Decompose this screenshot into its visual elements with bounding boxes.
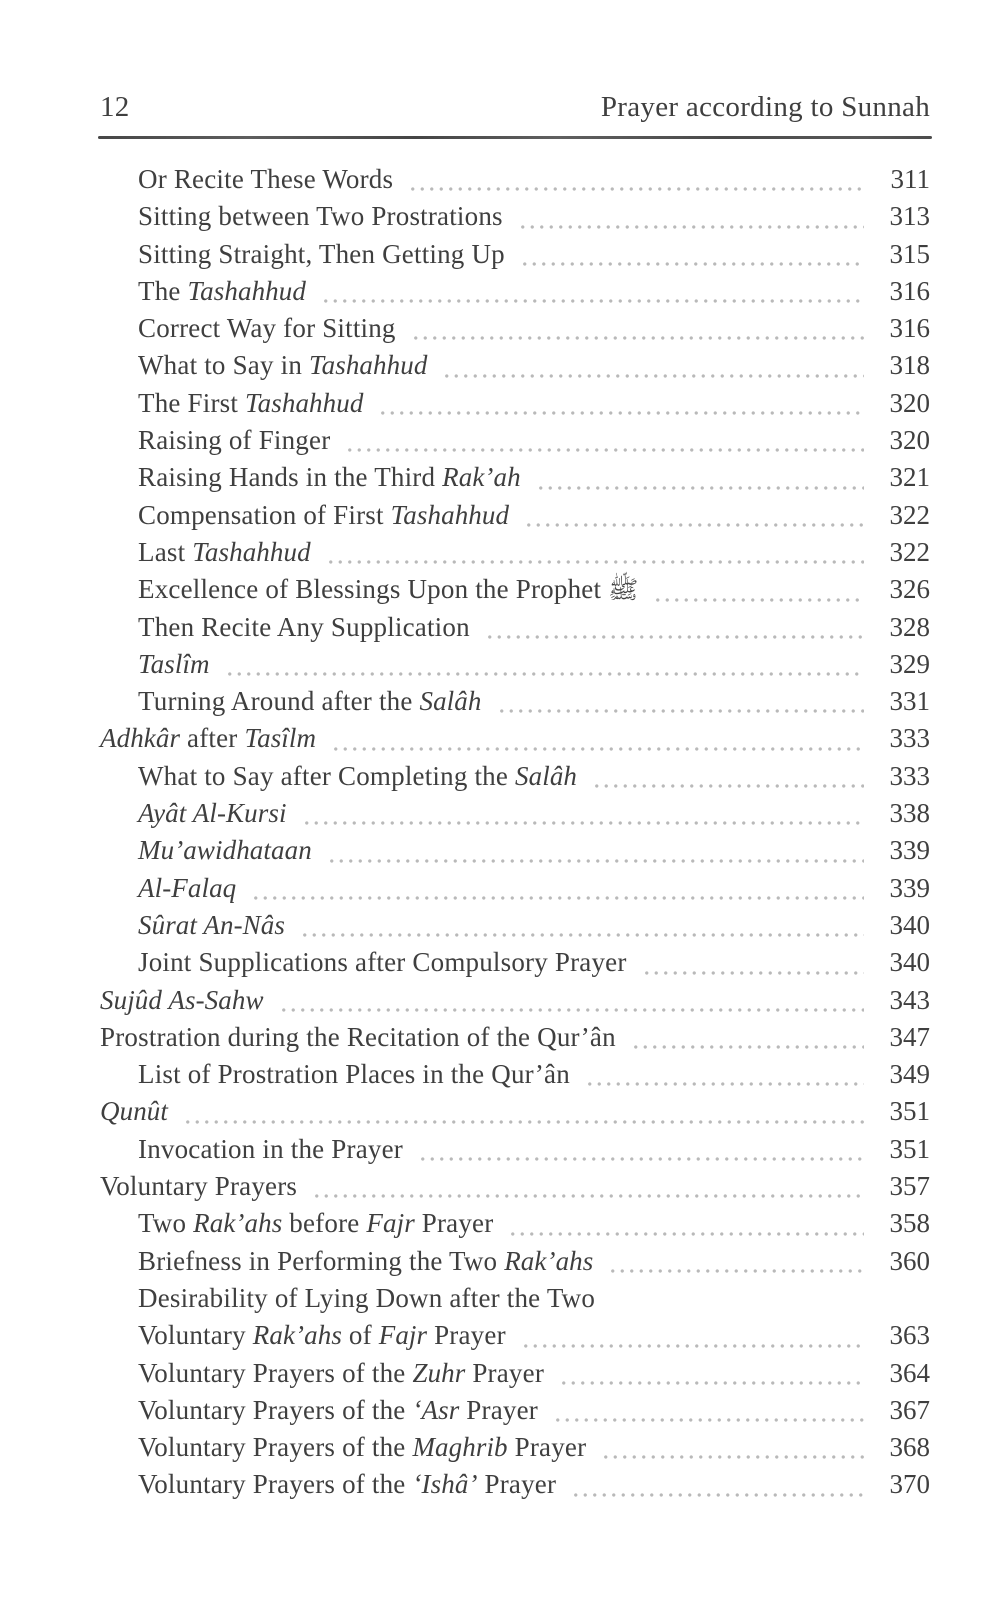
- toc-row: [100, 236, 930, 273]
- page-number: 358: [889, 1208, 930, 1239]
- dot-leader: [183, 1118, 864, 1124]
- dot-leader: [321, 297, 864, 303]
- page-number: 333: [889, 723, 930, 754]
- toc-entry-text: Adhkâr after Tasîlm: [100, 723, 317, 754]
- dot-leader: [485, 633, 864, 639]
- toc-row: [100, 310, 930, 347]
- dot-leader: [521, 1342, 864, 1348]
- toc-row: [100, 161, 930, 198]
- dot-leader: [592, 782, 864, 788]
- dot-leader: [326, 558, 864, 564]
- page-number: 316: [889, 275, 930, 306]
- dot-leader: [251, 894, 864, 900]
- page-number: 343: [889, 984, 930, 1015]
- dot-leader: [553, 1416, 864, 1422]
- toc-entry-text: Voluntary Prayers of the ‘Asr Prayer: [138, 1394, 538, 1425]
- toc-row: [100, 422, 930, 459]
- page-number: 367: [889, 1394, 930, 1425]
- page-number: 320: [889, 425, 930, 456]
- dot-leader: [508, 1230, 864, 1236]
- page-number: 357: [889, 1171, 930, 1202]
- toc-entry-text: Correct Way for Sitting: [138, 313, 396, 344]
- page-number: 339: [889, 872, 930, 903]
- running-title: Prayer according to Sunnah: [600, 91, 930, 123]
- toc-entry-text: Sujûd As-Sahw: [100, 984, 264, 1015]
- toc-row: [100, 982, 930, 1019]
- toc-entry-text: Voluntary Rak’ahs of Fajr Prayer: [138, 1320, 506, 1351]
- toc-entry-text: Sitting Straight, Then Getting Up: [138, 238, 505, 269]
- page-number-folio: 12: [100, 91, 130, 123]
- toc-entry-text: Excellence of Blessings Upon the Prophet ﷺ: [138, 574, 639, 605]
- page-number: 370: [889, 1469, 930, 1500]
- toc-entry-text: Or Recite These Words: [138, 164, 394, 194]
- toc-row: [100, 1466, 930, 1503]
- page-number: 322: [889, 499, 930, 530]
- page-number: 333: [889, 760, 930, 791]
- page-number: 364: [889, 1357, 930, 1388]
- toc-entry-text: List of Prostration Places in the Qur’ân: [138, 1059, 570, 1090]
- toc-row: [100, 907, 930, 944]
- toc-entry-text: Mu’awidhataan: [138, 835, 312, 866]
- page-number: 351: [889, 1133, 930, 1164]
- dot-leader: [331, 745, 864, 751]
- dot-leader: [524, 521, 864, 527]
- toc-entry-text: The Tashahhud: [138, 275, 306, 306]
- dot-leader: [279, 1006, 864, 1012]
- toc-row: [100, 1093, 930, 1130]
- page-number: 340: [889, 909, 930, 940]
- toc-row: [100, 497, 930, 534]
- toc-row: [100, 758, 930, 795]
- toc-entry-text: Briefness in Performing the Two Rak’ahs: [138, 1245, 594, 1276]
- toc-row: [100, 459, 930, 496]
- toc-row: [100, 1429, 930, 1466]
- toc-row: [100, 1056, 930, 1093]
- dot-leader: [327, 857, 864, 863]
- page-number: 326: [889, 574, 930, 605]
- dot-leader: [497, 707, 865, 713]
- toc-row: [100, 1392, 930, 1429]
- dot-leader: [559, 1379, 864, 1385]
- dot-leader: [411, 334, 864, 340]
- page-number: 360: [889, 1245, 930, 1276]
- dot-leader: [312, 1192, 864, 1198]
- toc-row: [100, 571, 930, 608]
- toc-row: [100, 198, 930, 235]
- toc-entry-text: Voluntary Prayers of the Maghrib Prayer: [138, 1432, 587, 1463]
- toc-entry-text: Invocation in the Prayer: [138, 1133, 403, 1164]
- page-header: [100, 90, 930, 124]
- toc-entry-text: What to Say after Completing the Salâh: [138, 760, 578, 791]
- dot-leader: [571, 1491, 864, 1497]
- dot-leader: [408, 185, 864, 191]
- page-number: 318: [889, 350, 930, 381]
- toc-row: [100, 347, 930, 384]
- toc-entry-text: Last Tashahhud: [138, 536, 311, 567]
- toc-row: [100, 1019, 930, 1056]
- page-number: 321: [889, 462, 930, 493]
- page-number: 349: [889, 1059, 930, 1090]
- toc-entry-text: Al-Falaq: [138, 872, 237, 903]
- toc-entry-text: Prostration during the Recitation of the Qur’ân: [100, 1021, 616, 1052]
- page-number: 322: [889, 536, 930, 567]
- page-number: 320: [889, 387, 930, 418]
- dot-leader: [442, 372, 864, 378]
- toc-entry-text: Raising of Finger: [138, 425, 331, 456]
- dot-leader: [642, 969, 864, 975]
- dot-leader: [518, 223, 864, 229]
- page-number: 339: [889, 835, 930, 866]
- page-number: 313: [889, 201, 930, 232]
- page-number: 338: [889, 798, 930, 829]
- toc-entry-text: Then Recite Any Supplication: [138, 611, 470, 642]
- toc: [100, 161, 930, 1504]
- toc-row: [100, 609, 930, 646]
- toc-row: [100, 1243, 930, 1280]
- toc-entry-text: Taslîm: [138, 648, 210, 679]
- toc-row: [100, 944, 930, 981]
- toc-entry-text: Compensation of First Tashahhud: [138, 499, 510, 530]
- toc-entry-text: Voluntary Prayers of the ‘Ishâ’ Prayer: [138, 1469, 557, 1500]
- toc-entry-text: Turning Around after the Salâh: [138, 686, 482, 717]
- toc-row: [100, 385, 930, 422]
- dot-leader: [225, 670, 864, 676]
- header-rule: [98, 136, 932, 139]
- toc-entry-text: Joint Supplications after Compulsory Prayer: [138, 947, 627, 978]
- toc-row: [100, 832, 930, 869]
- pbuh-symbol: ﷺ: [608, 575, 639, 605]
- toc-entry-text: Voluntary Prayers of the Zuhr Prayer: [138, 1357, 545, 1388]
- toc-entry-text: What to Say in Tashahhud: [138, 350, 428, 381]
- toc-entry-text: Qunût: [100, 1096, 168, 1127]
- dot-leader: [601, 1453, 864, 1459]
- dot-leader: [585, 1080, 864, 1086]
- toc-row: [100, 1355, 930, 1392]
- page-number: 351: [889, 1096, 930, 1127]
- dot-leader: [608, 1267, 864, 1273]
- page-number: 347: [889, 1021, 930, 1052]
- toc-entry-text: Voluntary Prayers: [100, 1171, 298, 1202]
- dot-leader: [302, 819, 864, 825]
- page-number: 328: [889, 611, 930, 642]
- page-number: 363: [889, 1320, 930, 1351]
- dot-leader: [631, 1043, 864, 1049]
- toc-row: [100, 683, 930, 720]
- toc-entry-text: Two Rak’ahs before Fajr Prayer: [138, 1208, 494, 1239]
- toc-row: [100, 1205, 930, 1242]
- dot-leader: [653, 596, 864, 602]
- toc-row: [100, 720, 930, 757]
- toc-entry-text: Sûrat An-Nâs: [138, 909, 285, 940]
- page-number: 368: [889, 1432, 930, 1463]
- dot-leader: [345, 446, 864, 452]
- toc-entry-text: Ayât Al-Kursi: [138, 798, 287, 829]
- dot-leader: [536, 484, 864, 490]
- toc-row: [100, 795, 930, 832]
- page-number: 316: [889, 313, 930, 344]
- dot-leader: [520, 260, 864, 266]
- page-number: 331: [889, 686, 930, 717]
- toc-entry-text: Desirability of Lying Down after the Two: [138, 1282, 596, 1313]
- toc-row: [100, 1168, 930, 1205]
- toc-row: [100, 534, 930, 571]
- toc-row: [100, 1280, 930, 1317]
- toc-entry-text: Sitting between Two Prostrations: [138, 201, 503, 232]
- page-number: 329: [889, 648, 930, 679]
- page-number: 311: [890, 164, 930, 194]
- toc-entry-text: Raising Hands in the Third Rak’ah: [138, 462, 521, 493]
- dot-leader: [378, 409, 864, 415]
- dot-leader: [418, 1155, 864, 1161]
- page-number: 315: [889, 238, 930, 269]
- dot-leader: [300, 931, 864, 937]
- toc-entry-text: The First Tashahhud: [138, 387, 364, 418]
- toc-row: [100, 646, 930, 683]
- toc-row: [100, 1317, 930, 1354]
- toc-row: [100, 273, 930, 310]
- page-number: 340: [889, 947, 930, 978]
- toc-row: [100, 1131, 930, 1168]
- toc-row: [100, 870, 930, 907]
